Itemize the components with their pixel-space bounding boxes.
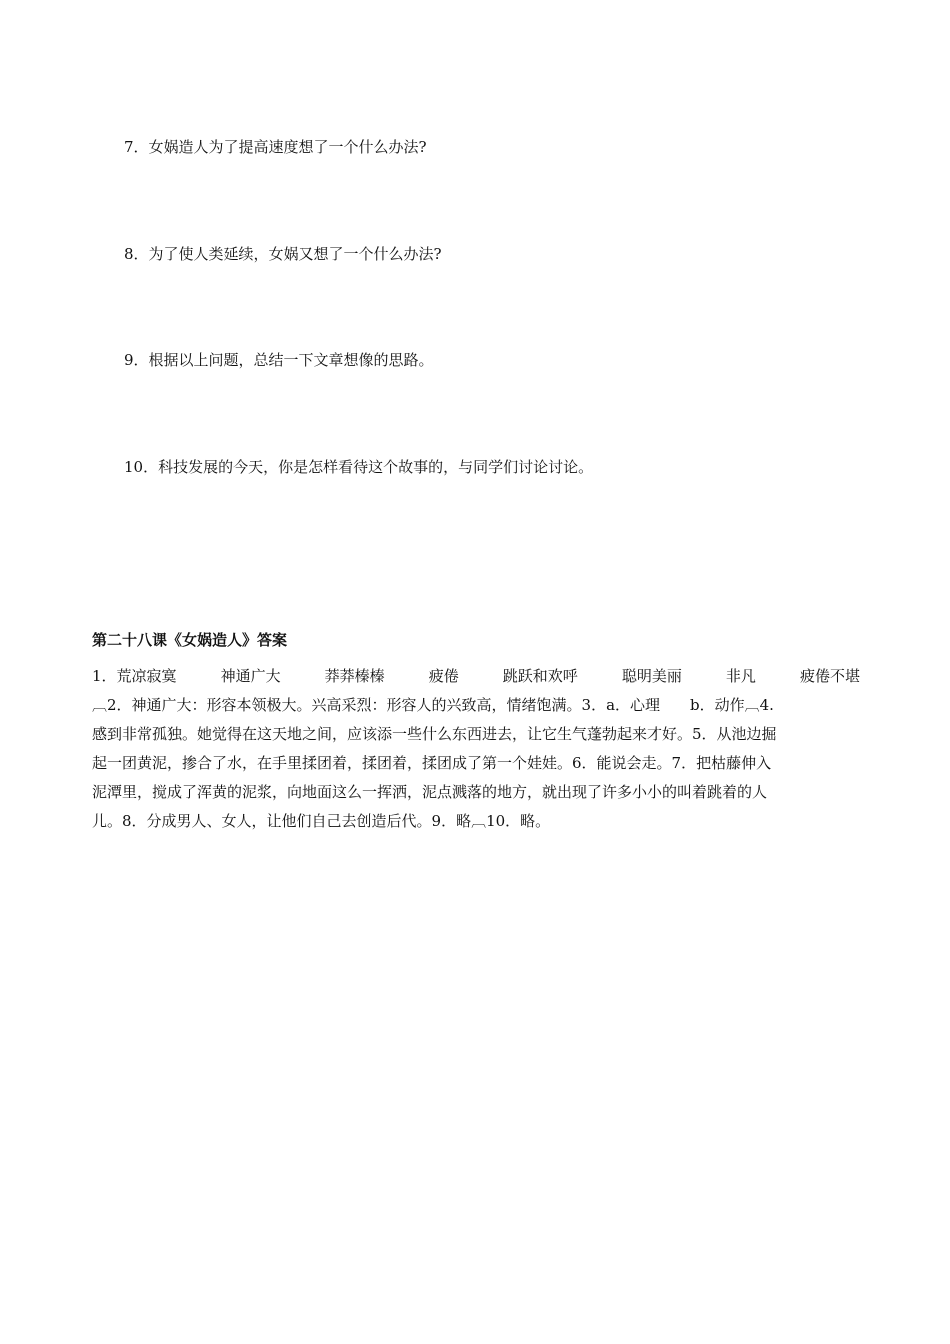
answer-item: 疲倦不堪: [799, 667, 860, 685]
answer-line-3: 感到非常孤独。她觉得在这天地之间，应该添一些什么东西进去，让它生气蓬勃起来才好。5．从池边掘: [92, 725, 777, 743]
answer-line-2: ︹2．神通广大：形容本领极大。兴高采烈：形容人的兴致高，情绪饱满。3．a．心理 b．动作︹4.: [92, 696, 774, 714]
question-8: 8．为了使人类延续，女娲又想了一个什么办法?: [124, 245, 442, 263]
answer-item: 1．荒凉寂寞: [92, 667, 177, 685]
answer-section-title: 第二十八课《女娲造人》答案: [92, 631, 288, 649]
answer-item: 聪明美丽: [621, 667, 682, 685]
answer-item: 疲倦: [428, 667, 459, 685]
answer-line-5: 泥潭里，搅成了浑黄的泥浆，向地面这么一挥洒，泥点溅落的地方，就出现了许多小小的叫着跳着的人: [92, 783, 768, 801]
answer-line-1: [92, 662, 860, 691]
answer-item: 跳跃和欢呼: [502, 667, 578, 685]
answer-body: [92, 662, 860, 836]
answer-line-4: 起一团黄泥，掺合了水，在手里揉团着，揉团着，揉团成了第一个娃娃。6．能说会走。7．把枯藤伸入: [92, 754, 772, 772]
question-9: 9．根据以上问题，总结一下文章想像的思路。: [124, 351, 434, 369]
question-7: 7．女娲造人为了提高速度想了一个什么办法?: [124, 138, 427, 156]
answer-item: 莽莽榛榛: [324, 667, 385, 685]
question-10: 10．科技发展的今天，你是怎样看待这个故事的，与同学们讨论讨论。: [124, 458, 594, 476]
answer-item: 神通广大: [220, 667, 281, 685]
answer-item: 非凡: [725, 667, 756, 685]
answer-line-6: 儿。8．分成男人、女人，让他们自己去创造后代。9．略︹10．略。: [92, 812, 551, 830]
